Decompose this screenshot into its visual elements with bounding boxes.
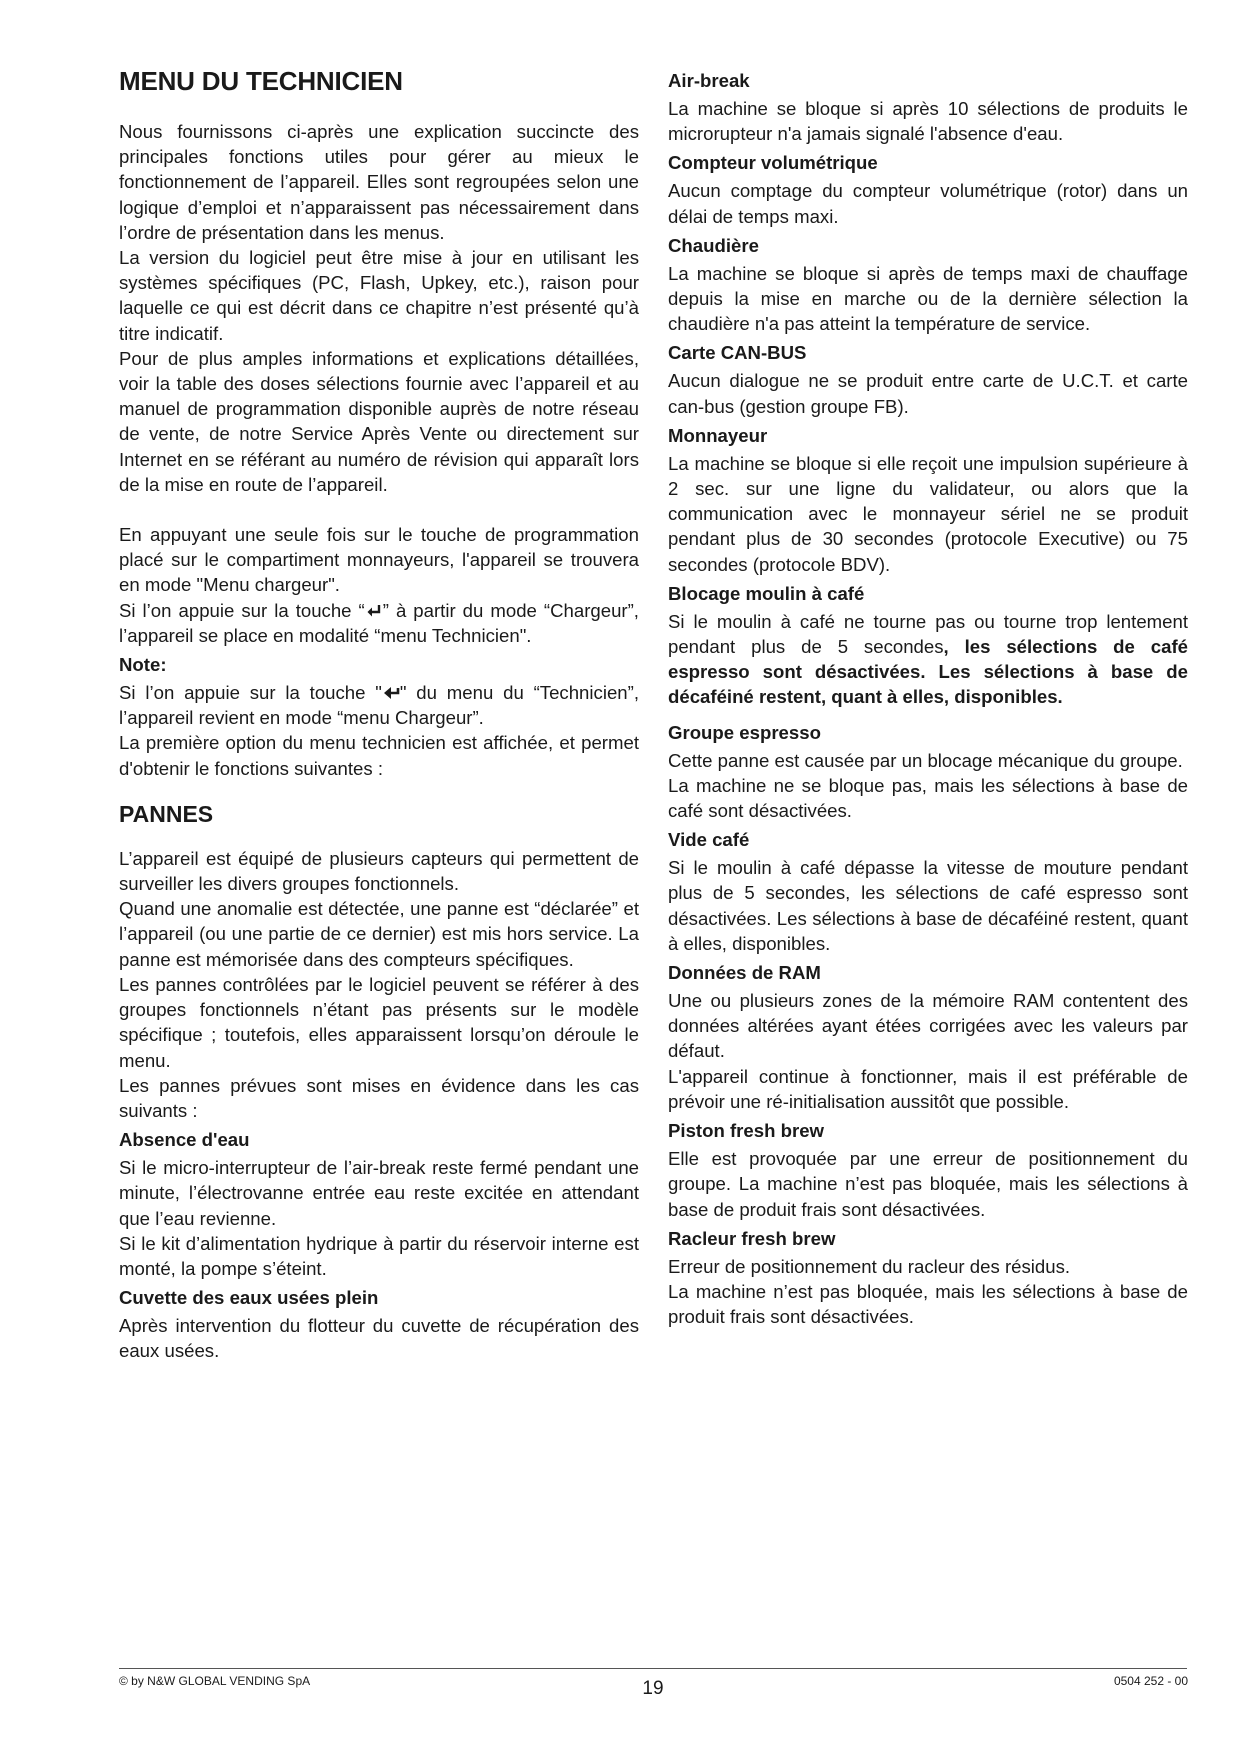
pannes-paragraph-1: L’appareil est équipé de plusieurs capteurs qui permettent de surveiller les divers groupes fonctionnels. xyxy=(119,847,639,895)
groupe-paragraph-1: Cette panne est causée par un blocage mécanique du groupe. xyxy=(668,749,1183,771)
absence-paragraph-2: Si le kit d’alimentation hydrique à partir du réservoir interne est monté, la pompe s’éteint. xyxy=(119,1232,639,1279)
air-break-paragraph: La machine se bloque si après 10 sélections de produits le microrupteur n'a jamais signalé l'absence d'eau. xyxy=(668,98,1188,145)
technician-mode-paragraph xyxy=(119,598,639,648)
page-title: MENU DU TECHNICIEN xyxy=(119,66,403,96)
subsection-title-monnayeur: Monnayeur xyxy=(668,424,768,446)
back-arrow-icon xyxy=(382,685,400,701)
enter-arrow-icon xyxy=(365,603,383,619)
left-column xyxy=(119,62,639,1364)
subsection-title-cuvette: Cuvette des eaux usées plein xyxy=(119,1287,379,1309)
chaudiere-paragraph: La machine se bloque si après de temps maxi de chauffage depuis la mise en marche ou de la dernière sélection la chaudière n'a pas atteint la température de service. xyxy=(668,262,1188,335)
intro-paragraph-1: Nous fournissons ci-après une explication succincte des principales fonctions utiles pour gérer au mieux le fonctionnement de l’appareil. Elles sont regroupées selon une logique d’emploi et n’apparaissent pas nécessairement dans l’ordre de présentation dans les menus. xyxy=(119,121,639,243)
absence-paragraph-1: Si le micro-interrupteur de l’air-break reste fermé pendant une minute, l’électrovanne entrée eau reste excitée en attendant que l’eau revienne. xyxy=(119,1157,639,1229)
programming-paragraph: En appuyant une seule fois sur le touche de programmation placé sur le compartiment monnayeurs, l'appareil se trouvera en mode "Menu chargeur". xyxy=(119,524,639,596)
document-code: 0504 252 - 00 xyxy=(1113,1674,1188,1688)
subsection-title-ram: Données de RAM xyxy=(668,962,821,984)
monnayeur-paragraph: La machine se bloque si elle reçoit une impulsion supérieure à 2 sec. sur une ligne du validateur, ou alors que la communication avec le monnayeur sériel ne se produit pendant plus de 30 secondes (protocole Executive) ou 75 secondes (protocole BDV). xyxy=(668,452,1188,575)
subsection-title-vide-cafe: Vide café xyxy=(668,829,750,851)
ram-paragraph-1: Une ou plusieurs zones de la mémoire RAM contentent des données altérées ayant étées corrigées avec les valeurs par défaut. xyxy=(668,990,1188,1062)
subsection-title-moulin: Blocage moulin à café xyxy=(668,582,865,604)
text-fragment: ” à partir du mode “Chargeur”, l’appareil se place en modalité “menu Technicien". xyxy=(119,599,639,646)
subsection-title-chaudiere: Chaudière xyxy=(668,234,759,256)
vide-cafe-paragraph: Si le moulin à café dépasse la vitesse de mouture pendant plus de 5 secondes, les sélections de café espresso sont désactivées. Les sélections à base de décaféiné restent, quant à elles, disponibles. xyxy=(668,857,1188,954)
page-number: 19 xyxy=(642,1678,664,1699)
pannes-paragraph-2: Quand une anomalie est détectée, une panne est “déclarée” et l’appareil (ou une partie de ce dernier) est mis hors service. La panne est mémorisée dans des compteurs spécifiques. xyxy=(119,898,639,970)
text-fragment-bold: , les sélections de café espresso sont désactivées. Les sélections à base de décaféiné restent, quant à elles, disponibles. xyxy=(668,636,1188,708)
subsection-title-groupe-espresso: Groupe espresso xyxy=(668,721,821,743)
text-fragment: Si le moulin à café ne tourne pas ou tourne trop lentement pendant plus de 5 secondes xyxy=(668,610,1188,658)
can-bus-paragraph: Aucun dialogue ne se produit entre carte de U.C.T. et carte can-bus (gestion groupe FB). xyxy=(668,370,1188,417)
right-column xyxy=(668,62,1188,1329)
subsection-title-piston: Piston fresh brew xyxy=(668,1120,825,1142)
text-fragment: " du menu du “Technicien”, l’appareil revient en mode “menu Chargeur”. xyxy=(119,682,639,729)
cuvette-paragraph: Après intervention du flotteur du cuvette de récupération des eaux usées. xyxy=(119,1315,639,1362)
subsection-title-absence-eau: Absence d'eau xyxy=(119,1129,250,1151)
pannes-paragraph-3: Les pannes contrôlées par le logiciel peuvent se référer à des groupes fonctionnels n’étant pas présents sur le modèle spécifique ; toutefois, elles apparaissent lorsqu’on déroule le menu. xyxy=(119,973,639,1071)
groupe-paragraph-2: La machine ne se bloque pas, mais les sélections à base de café sont désactivées. xyxy=(668,774,1188,822)
piston-paragraph: Elle est provoquée par une erreur de positionnement du groupe. La machine n’est pas bloquée, mais les sélections à base de produit frais sont désactivées. xyxy=(668,1148,1188,1220)
subsection-title-air-break: Air-break xyxy=(668,70,750,91)
subsection-title-racleur: Racleur fresh brew xyxy=(668,1227,836,1249)
text-fragment: Si l’on appuie sur la touche " xyxy=(119,682,382,704)
spacer xyxy=(119,497,639,522)
racleur-paragraph-2: La machine n’est pas bloquée, mais les sélections à base de produit frais sont désactivées. xyxy=(668,1280,1188,1328)
note-label: Note: xyxy=(119,654,167,676)
moulin-paragraph xyxy=(668,609,1188,710)
note-paragraph-2: La première option du menu technicien est affichée, et permet d'obtenir le fonctions suivantes : xyxy=(119,732,639,779)
subsection-title-can-bus: Carte CAN-BUS xyxy=(668,342,807,364)
note-paragraph-1 xyxy=(119,680,639,730)
compteur-paragraph: Aucun comptage du compteur volumétrique (rotor) dans un délai de temps maxi. xyxy=(668,180,1188,227)
pannes-paragraph-4: Les pannes prévues sont mises en évidence dans les cas suivants : xyxy=(119,1074,639,1121)
footer-divider xyxy=(119,1668,1187,1669)
subsection-title-compteur: Compteur volumétrique xyxy=(668,152,878,174)
text-fragment: Si l’on appuie sur la touche “ xyxy=(119,599,365,621)
section-title-pannes: PANNES xyxy=(119,800,214,827)
racleur-paragraph-1: Erreur de positionnement du racleur des résidus. xyxy=(668,1255,1071,1277)
intro-paragraph-2: La version du logiciel peut être mise à jour en utilisant les systèmes spécifiques (PC, Flash, Upkey, etc.), raison pour laquelle ce qui est décrit dans ce chapitre n’est présenté qu’à titre indicatif. xyxy=(119,247,639,344)
intro-paragraph-3: Pour de plus amples informations et explications détaillées, voir la table des doses sélections fournie avec l’appareil et au manuel de programmation disponible auprès de notre réseau de vente, de notre Service Après Vente ou directement sur Internet en se référant au numéro de révision qui apparaît lors de la mise en route de l’appareil. xyxy=(119,347,639,495)
ram-paragraph-2: L'appareil continue à fonctionner, mais il est préférable de prévoir une ré-initialisation aussitôt que possible. xyxy=(668,1065,1188,1112)
footer-copyright: © by N&W GLOBAL VENDING SpA xyxy=(119,1674,311,1688)
